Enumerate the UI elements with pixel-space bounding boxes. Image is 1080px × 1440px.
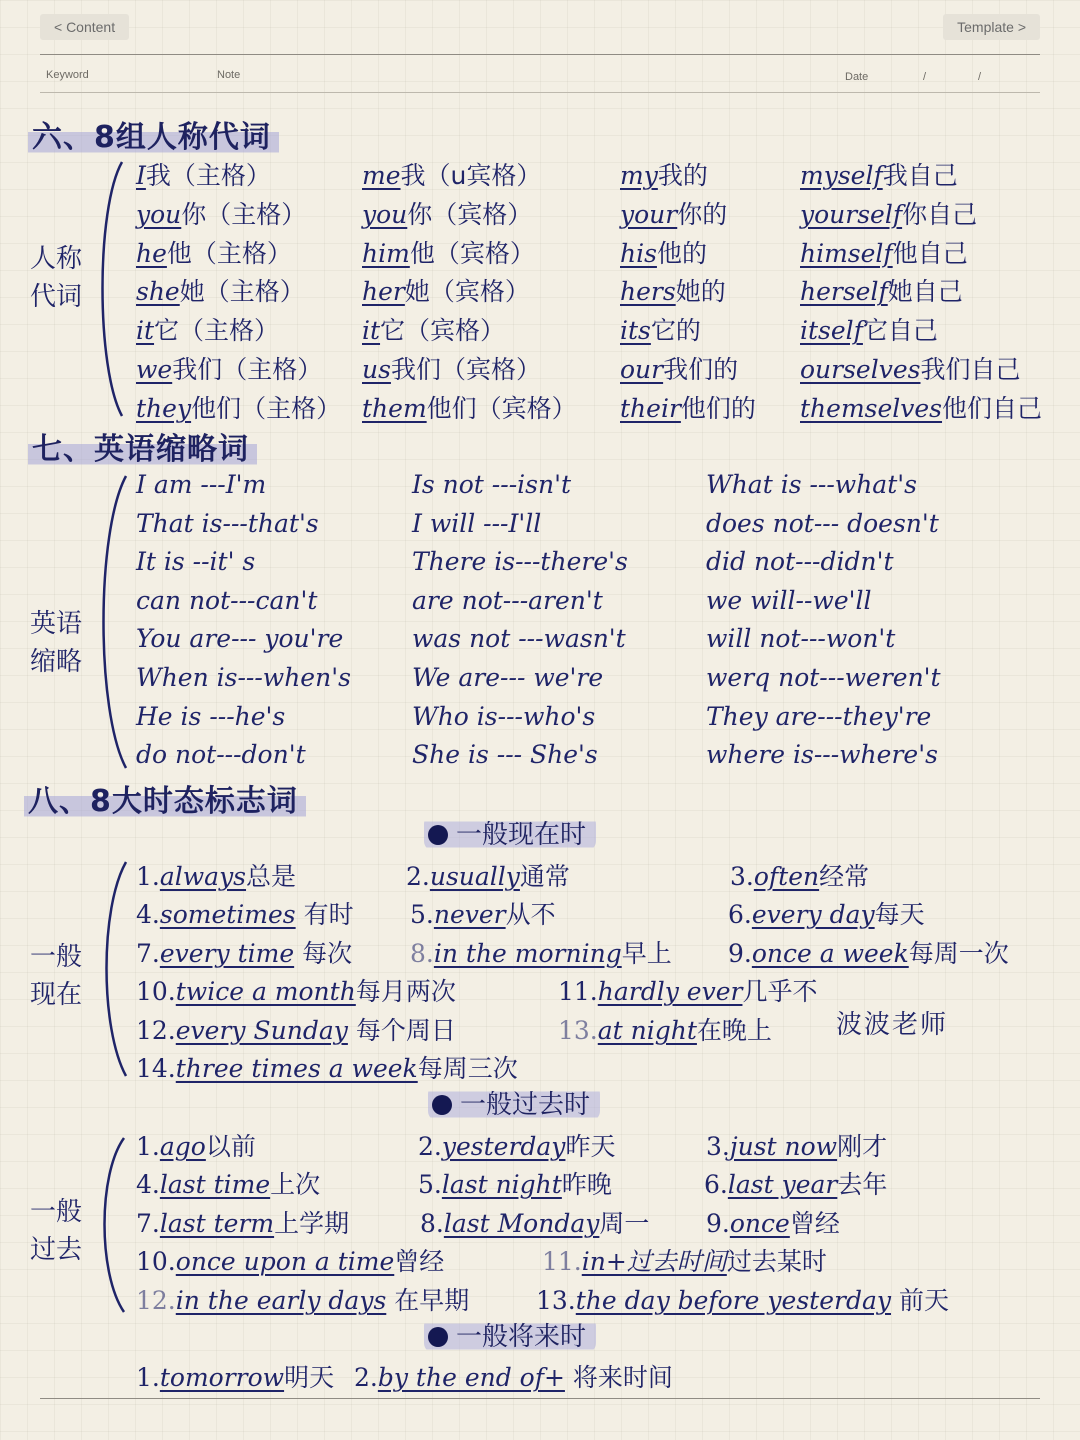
- english-term: last term: [159, 1209, 275, 1238]
- chinese-meaning: 去年: [837, 1170, 888, 1199]
- pronoun-cell: [620, 234, 707, 270]
- english-term: last Monday: [443, 1209, 600, 1238]
- english-term: ago: [159, 1132, 206, 1161]
- pronoun-cell: [620, 195, 727, 231]
- english-term: twice a month: [175, 977, 356, 1006]
- chinese-meaning: 他（宾格）: [409, 238, 535, 268]
- past-marker-item: [136, 1204, 349, 1240]
- chinese-meaning: 他的: [656, 238, 707, 268]
- chinese-meaning: 每个周日: [347, 1016, 456, 1045]
- english-term: usually: [429, 862, 520, 891]
- chinese-meaning: 你（宾格）: [407, 199, 533, 229]
- pronoun-cell: [620, 272, 726, 308]
- english-term: I: [136, 161, 146, 190]
- section-heading-abbreviations: 七、英语缩略词: [28, 424, 257, 468]
- pronoun-cell: [800, 272, 963, 308]
- abbreviation-cell: You are--- you're: [136, 624, 344, 654]
- side-label-line: 英语: [30, 609, 83, 639]
- english-term: once upon a time: [175, 1247, 395, 1276]
- chinese-meaning: 你自己: [902, 199, 978, 229]
- present-marker-item: [558, 1011, 772, 1047]
- chinese-meaning: 昨晚: [561, 1170, 612, 1199]
- item-number: 9.: [728, 939, 752, 968]
- pronoun-cell: [800, 389, 1042, 425]
- chinese-meaning: 上学期: [274, 1209, 350, 1238]
- item-number: 10.: [136, 977, 176, 1006]
- abbreviation-cell: was not ---wasn't: [412, 624, 626, 654]
- chinese-meaning: 他们（宾格）: [426, 393, 577, 423]
- present-marker-item: [406, 857, 570, 893]
- chinese-meaning: 早上: [621, 939, 672, 968]
- meta-divider: [40, 92, 1040, 93]
- english-term: in the morning: [433, 939, 622, 968]
- english-term: themselves: [800, 393, 943, 423]
- item-number: 5.: [418, 1170, 442, 1199]
- past-marker-item: [536, 1281, 949, 1317]
- past-marker-item: [418, 1127, 615, 1163]
- abbreviation-cell: That is---that's: [136, 508, 319, 538]
- abbreviation-cell: does not--- doesn't: [706, 508, 939, 538]
- item-number: 1.: [136, 862, 160, 891]
- abbreviation-cell: do not---don't: [136, 740, 306, 770]
- item-number: 11.: [542, 1247, 582, 1276]
- chinese-meaning: 他们（主格）: [191, 393, 342, 423]
- tense-title-past: [428, 1084, 600, 1121]
- abbreviation-cell: did not---didn't: [706, 547, 894, 577]
- english-term: hardly ever: [597, 977, 743, 1006]
- present-marker-item: [558, 972, 817, 1008]
- abbreviation-cell: I am ---I'm: [136, 470, 267, 499]
- content-back-button[interactable]: < Content: [40, 14, 129, 40]
- english-term: never: [433, 900, 506, 929]
- english-term: just now: [729, 1132, 838, 1161]
- item-number: 2.: [354, 1363, 378, 1392]
- english-term: every Sunday: [175, 1016, 348, 1045]
- pronoun-cell: [362, 272, 530, 308]
- english-term: we: [136, 355, 173, 384]
- pronoun-cell: [620, 311, 701, 347]
- english-term: last night: [441, 1170, 562, 1199]
- future-marker-item: [354, 1358, 673, 1394]
- english-term: it: [136, 316, 155, 346]
- chinese-meaning: 他们的: [680, 393, 756, 423]
- chinese-meaning: 过去某时: [726, 1247, 827, 1276]
- present-marker-item: [136, 934, 352, 970]
- past-marker-item: [706, 1204, 840, 1240]
- pronoun-cell: [362, 350, 541, 386]
- chinese-meaning: 刚才: [837, 1132, 888, 1161]
- abbreviation-cell: What is ---what's: [706, 470, 917, 499]
- bullet-dot-icon: [428, 1327, 448, 1347]
- english-term: herself: [800, 277, 888, 307]
- english-term: the day before yesterday: [575, 1286, 891, 1315]
- present-marker-item: [728, 895, 925, 931]
- chinese-meaning: 曾经: [394, 1247, 445, 1276]
- abbreviation-cell: He is ---he's: [136, 701, 286, 731]
- english-term: her: [362, 277, 405, 307]
- pronoun-cell: [136, 389, 341, 425]
- past-marker-item: [704, 1165, 887, 1201]
- past-marker-item: [136, 1127, 256, 1163]
- item-number: 10.: [136, 1247, 176, 1276]
- item-number: 4.: [136, 900, 160, 929]
- date-separator: /: [923, 71, 927, 83]
- note-label: Note: [217, 69, 241, 81]
- english-term: myself: [800, 161, 883, 190]
- abbreviation-cell: we will--we'll: [706, 585, 872, 615]
- item-number: 6.: [728, 900, 752, 929]
- item-number: 12.: [136, 1286, 176, 1315]
- item-number: 9.: [706, 1209, 730, 1238]
- chinese-meaning: 将来时间: [564, 1363, 673, 1392]
- english-term: three times a week: [175, 1054, 418, 1083]
- english-term: him: [362, 238, 410, 268]
- pronoun-cell: [362, 195, 532, 231]
- pronoun-cell: [800, 234, 968, 270]
- chinese-meaning: 上次: [270, 1170, 321, 1199]
- pronoun-cell: [800, 195, 977, 231]
- item-number: 3.: [706, 1132, 730, 1161]
- pronoun-cell: [362, 156, 541, 192]
- chinese-meaning: 周一: [599, 1209, 650, 1238]
- tense-title-text: 一般过去时: [460, 1090, 591, 1120]
- side-label-line: 缩略: [30, 647, 83, 677]
- chinese-meaning: 几乎不: [742, 977, 818, 1006]
- item-number: 2.: [406, 862, 430, 891]
- pronoun-cell: [362, 389, 577, 425]
- english-term: once a week: [751, 939, 909, 968]
- english-term: our: [620, 355, 664, 384]
- english-term: in the early days: [175, 1286, 387, 1315]
- chinese-meaning: 在晚上: [696, 1016, 772, 1045]
- abbreviation-cell: can not---can't: [136, 585, 318, 615]
- english-term: often: [753, 862, 820, 891]
- present-marker-item: [730, 857, 869, 893]
- item-number: 14.: [136, 1054, 176, 1083]
- pronoun-cell: [800, 156, 958, 192]
- abbreviation-cell: She is --- She's: [412, 740, 598, 770]
- tense-title-future: [424, 1316, 596, 1353]
- chinese-meaning: 我们自己: [920, 355, 1021, 384]
- present-marker-item: [136, 1049, 518, 1085]
- item-number: 7.: [136, 1209, 160, 1238]
- english-term: last time: [159, 1170, 271, 1199]
- present-marker-item: [410, 895, 556, 931]
- english-term: me: [362, 161, 401, 190]
- abbreviation-cell: I will ---I'll: [412, 508, 542, 538]
- item-number: 5.: [410, 900, 434, 929]
- item-number: 6.: [704, 1170, 728, 1199]
- pronoun-cell: [362, 311, 505, 347]
- chinese-meaning: 我们的: [663, 355, 739, 384]
- chinese-meaning: 她（宾格）: [404, 277, 530, 307]
- chinese-meaning: 你的: [677, 199, 728, 229]
- english-term: tomorrow: [159, 1363, 285, 1392]
- chinese-meaning: 经常: [819, 862, 870, 891]
- english-term: last year: [727, 1170, 838, 1199]
- abbreviation-cell: will not---won't: [706, 624, 896, 654]
- english-term: yourself: [800, 199, 903, 229]
- footer-divider: [40, 1398, 1040, 1399]
- abbreviation-cell: We are--- we're: [412, 663, 604, 692]
- pronoun-cell: [136, 272, 305, 308]
- chinese-meaning: 每周三次: [417, 1054, 518, 1083]
- side-label-present: [30, 938, 100, 1014]
- chinese-meaning: 她的: [675, 277, 726, 307]
- present-marker-item: [728, 934, 1009, 970]
- bullet-dot-icon: [428, 825, 448, 845]
- english-term: it: [362, 316, 381, 346]
- english-term: at night: [597, 1016, 697, 1045]
- chinese-meaning: 通常: [519, 862, 570, 891]
- section-heading-tenses: 八、8大时态标志词: [24, 776, 306, 820]
- past-marker-item: [706, 1127, 887, 1163]
- pronoun-cell: [136, 195, 306, 231]
- abbreviation-cell: where is---where's: [706, 740, 938, 770]
- item-number: 13.: [558, 1016, 598, 1045]
- english-term: you: [136, 199, 182, 229]
- chinese-meaning: 我自己: [882, 161, 958, 190]
- english-term: he: [136, 238, 167, 268]
- pronoun-cell: [800, 350, 1021, 386]
- present-marker-item: [136, 857, 296, 893]
- pronoun-cell: [136, 156, 271, 192]
- pronoun-cell: [362, 234, 535, 270]
- brace-pronouns: [88, 158, 128, 420]
- past-marker-item: [136, 1242, 444, 1278]
- item-number: 7.: [136, 939, 160, 968]
- english-term: yesterday: [441, 1132, 566, 1161]
- date-label: Date: [845, 71, 869, 83]
- side-label-text: [30, 938, 100, 1014]
- side-label-line: 人称: [30, 244, 83, 274]
- english-term: my: [620, 161, 658, 190]
- abbreviation-cell: Is not ---isn't: [412, 470, 571, 499]
- english-term: its: [620, 316, 651, 346]
- chinese-meaning: 从不: [505, 900, 556, 929]
- chinese-meaning: 我们（主格）: [172, 355, 323, 384]
- english-term: your: [620, 199, 678, 229]
- tense-title-present: [424, 814, 596, 851]
- abbreviation-cell: When is---when's: [136, 663, 351, 692]
- item-number: 8.: [420, 1209, 444, 1238]
- pronoun-cell: [800, 311, 938, 347]
- chinese-meaning: 他（主格）: [166, 238, 292, 268]
- chinese-meaning: 明天: [284, 1363, 335, 1392]
- pronoun-cell: [620, 389, 756, 425]
- present-marker-item: [136, 1011, 456, 1047]
- tense-title-text: 一般现在时: [456, 820, 587, 850]
- chinese-meaning: 他们自己: [942, 393, 1043, 423]
- abbreviation-cell: Who is---who's: [412, 701, 596, 731]
- pronoun-cell: [620, 350, 738, 386]
- chinese-meaning: 每次: [294, 939, 353, 968]
- abbreviation-cell: There is---there's: [412, 547, 628, 577]
- english-term: always: [159, 862, 247, 891]
- pronoun-cell: [136, 350, 322, 386]
- tense-title-text: 一般将来时: [456, 1322, 587, 1352]
- side-label-line: 一般: [30, 942, 83, 972]
- chinese-meaning: 她自己: [887, 277, 963, 307]
- english-term: them: [362, 393, 427, 423]
- future-marker-item: [136, 1358, 334, 1394]
- present-marker-item: [136, 895, 354, 931]
- item-number: 13.: [536, 1286, 576, 1315]
- past-marker-item: [420, 1204, 649, 1240]
- pronoun-cell: [620, 156, 708, 192]
- brace-present: [92, 858, 132, 1080]
- chinese-meaning: 她（主格）: [179, 277, 305, 307]
- item-number: 8.: [410, 939, 434, 968]
- chinese-meaning: 每天: [874, 900, 925, 929]
- chinese-meaning: 我们（宾格）: [390, 355, 541, 384]
- chinese-meaning: 有时: [295, 900, 354, 929]
- side-label-line: 现在: [30, 980, 83, 1010]
- pronoun-cell: [136, 311, 279, 347]
- side-label-line: 过去: [30, 1235, 83, 1265]
- abbreviation-cell: They are---they're: [706, 701, 932, 731]
- chinese-meaning: 前天: [891, 1286, 949, 1315]
- english-term: you: [362, 199, 408, 229]
- past-marker-item: [542, 1242, 827, 1278]
- side-label-line: 一般: [30, 1197, 83, 1227]
- english-term: they: [136, 393, 192, 423]
- english-term: his: [620, 238, 657, 268]
- present-marker-item: [410, 934, 672, 970]
- keyword-label: Keyword: [46, 69, 89, 81]
- item-number: 11.: [558, 977, 598, 1006]
- english-term: itself: [800, 316, 863, 346]
- brace-abbreviations: [90, 472, 130, 772]
- english-term: once: [729, 1209, 790, 1238]
- abbreviation-cell: are not---aren't: [412, 585, 603, 615]
- english-term: ourselves: [800, 355, 921, 384]
- chinese-meaning: 总是: [246, 862, 297, 891]
- english-term: she: [136, 277, 180, 307]
- item-number: 2.: [418, 1132, 442, 1161]
- past-marker-item: [136, 1165, 320, 1201]
- present-marker-item: [136, 972, 456, 1008]
- item-number: 1.: [136, 1132, 160, 1161]
- english-term: himself: [800, 238, 893, 268]
- english-term: hers: [620, 277, 676, 307]
- chinese-meaning: 每周一次: [908, 939, 1009, 968]
- chinese-meaning: 它自己: [862, 316, 938, 346]
- abbreviation-cell: It is --it' s: [136, 547, 256, 577]
- item-number: 4.: [136, 1170, 160, 1199]
- english-term: every time: [159, 939, 295, 968]
- chinese-meaning: 你（主格）: [181, 199, 307, 229]
- bullet-dot-icon: [432, 1095, 452, 1115]
- abbreviation-cell: werq not---weren't: [706, 663, 941, 692]
- english-term: sometimes: [159, 900, 296, 929]
- section-heading-pronouns: 六、8组人称代词: [28, 112, 279, 156]
- english-term: in+过去时间: [581, 1247, 727, 1276]
- chinese-meaning: 我的: [657, 161, 708, 190]
- item-number: 12.: [136, 1016, 176, 1045]
- chinese-meaning: 曾经: [789, 1209, 840, 1238]
- chinese-meaning: 它的: [650, 316, 701, 346]
- side-label-line: 代词: [30, 282, 83, 312]
- chinese-meaning: 它（主格）: [154, 316, 280, 346]
- brace-past: [90, 1134, 130, 1316]
- date-separator: /: [978, 71, 982, 83]
- english-term: every day: [751, 900, 875, 929]
- chinese-meaning: 在早期: [386, 1286, 470, 1315]
- chinese-meaning: 以前: [205, 1132, 256, 1161]
- chinese-meaning: 我（u宾格）: [400, 161, 542, 190]
- english-term: by the end of+: [377, 1363, 565, 1392]
- item-number: 1.: [136, 1363, 160, 1392]
- chinese-meaning: 它（宾格）: [380, 316, 506, 346]
- header-divider: [40, 54, 1040, 55]
- chinese-meaning: 昨天: [565, 1132, 616, 1161]
- pronoun-cell: [136, 234, 292, 270]
- chinese-meaning: 我（主格）: [145, 161, 271, 190]
- author-signature: 波波老师: [836, 1010, 949, 1040]
- english-term: us: [362, 355, 391, 384]
- english-term: their: [620, 393, 681, 423]
- template-forward-button[interactable]: Template >: [943, 14, 1040, 40]
- chinese-meaning: 每月两次: [355, 977, 456, 1006]
- past-marker-item: [136, 1281, 469, 1317]
- past-marker-item: [418, 1165, 612, 1201]
- item-number: 3.: [730, 862, 754, 891]
- chinese-meaning: 他自己: [892, 238, 968, 268]
